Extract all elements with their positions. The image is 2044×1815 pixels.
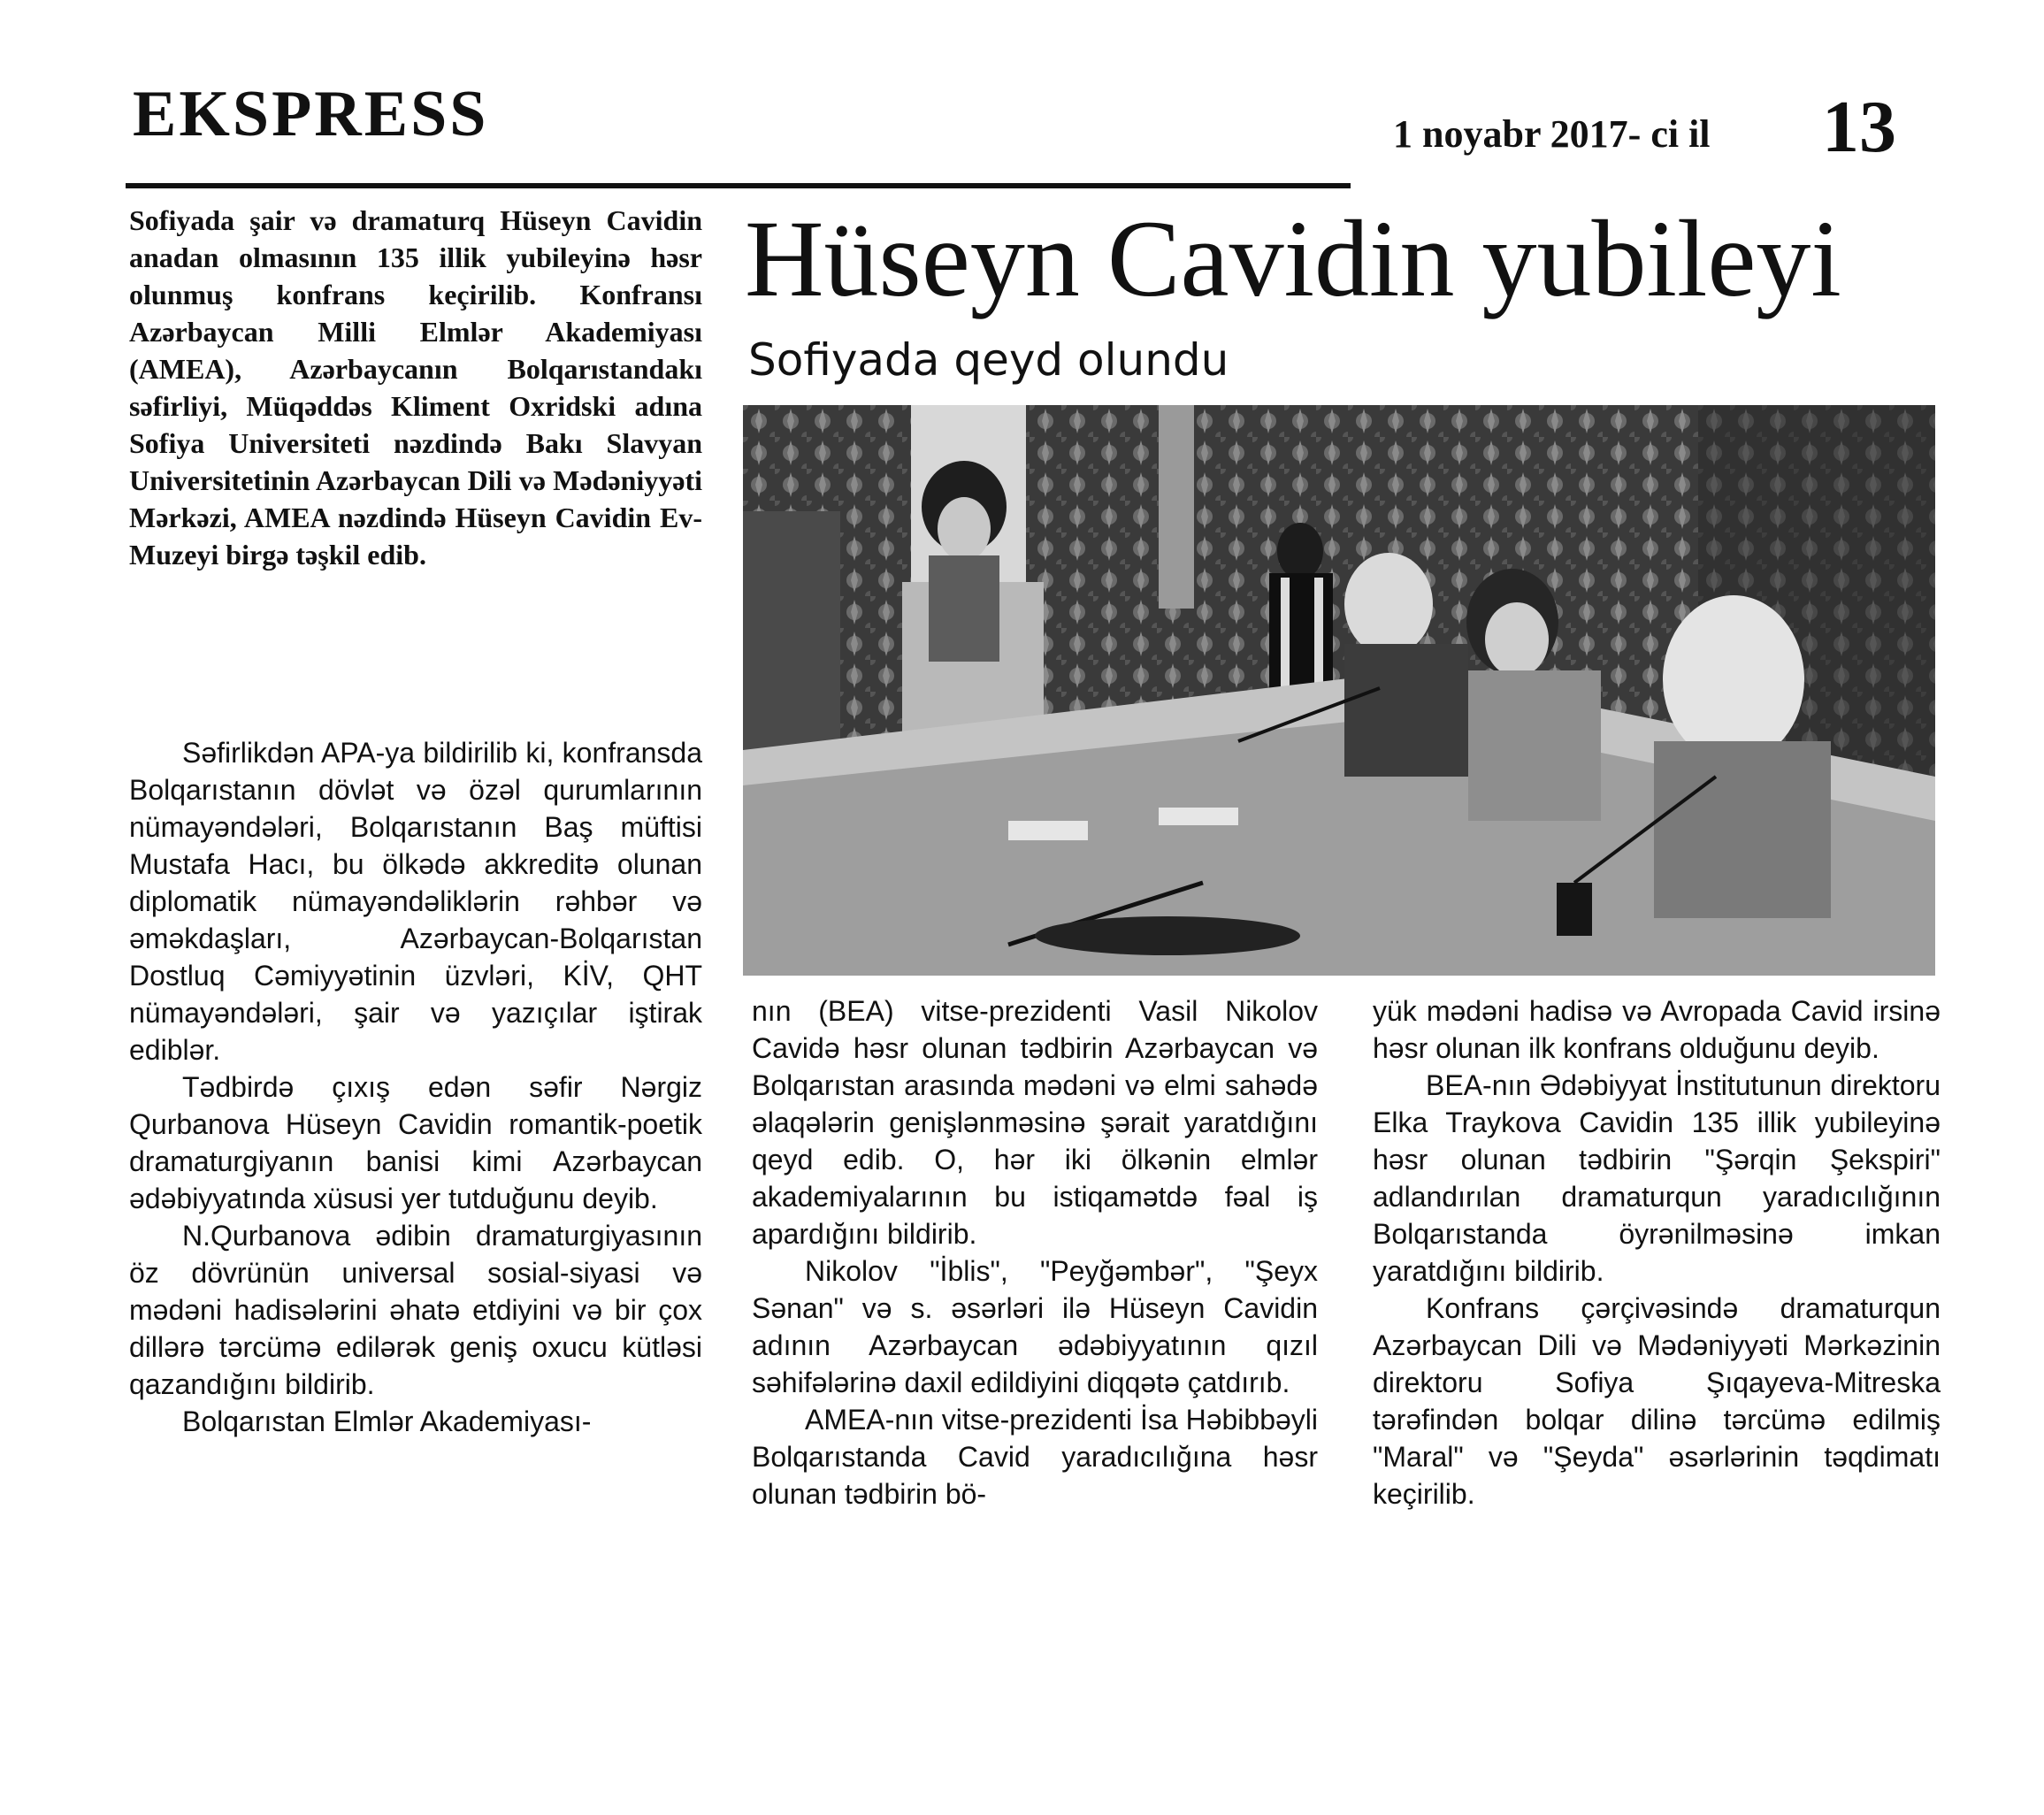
article-paragraph: Nikolov "İblis", "Peyğəmbər", "Şeyx Sənan" və s. əsərləri ilə Hüseyn Cavidin adının Azərbaycan ədəbiyyatının qızıl səhifələrinə daxil edildiyini diqqətə çatdırıb. (752, 1255, 1318, 1398)
article-paragraph: N.Qurbanova ədibin dramaturgiyasının öz dövrünün universal sosial-siyasi və mədəni hadisələrini əhatə etdiyini və bir çox dillərə tərcümə edilərək geniş oxucu kütləsi qazandığını bildirib. (129, 1220, 702, 1400)
article-paragraph: Bolqarıstan Elmlər Akademiyası- (182, 1405, 592, 1437)
article-paragraph: Tədbirdə çıxış edən səfir Nərgiz Qurbanova Hüseyn Cavidin romantik-poetik dramaturgiyanın banisi kimi Azərbaycan ədəbiyyatında xüsusi yer tutduğunu deyib. (129, 1071, 702, 1214)
article-paragraph: yük mədəni hadisə və Avropada Cavid irsinə həsr olunan ilk konfrans olduğunu deyib. (1373, 995, 1941, 1064)
article-paragraph: Səfirlikdən APA-ya bildirilib ki, konfransda Bolqarıstanın dövlət və özəl qurumlarının nümayəndələri, Bolqarıstanın Baş müftisi Mustafa Hacı, bu ölkədə akkreditə olunan diplomatik nümayəndəliklərin rəhbər və əməkdaşları, Azərbaycan-Bolqarıstan Dostluq Cəmiyyətinin üzvləri, KİV, QHT nümayəndələri, şair və yazıçılar iştirak ediblər. (129, 737, 702, 1066)
article-column-1 (129, 734, 702, 1440)
article-subheadline: Sofiyada qeyd olundu (748, 334, 1229, 386)
article-column-2 (752, 992, 1318, 1512)
conference-photo (743, 405, 1935, 976)
article-headline: Hüseyn Cavidin yubileyi (745, 198, 1841, 319)
page-number: 13 (1822, 86, 1896, 168)
article-column-3 (1373, 992, 1941, 1512)
article-lead: Sofiyada şair və dramaturq Hüseyn Cavidin anadan olmasının 135 illik yubileyinə həsr olunmuş konfrans keçirilib. Konfransı Azərbaycan Milli Elmlər Akademiyası (AMEA), Azərbaycanın Bolqarıstandakı səfirliyi, Müqəddəs Kliment Oxridski adına Sofiya Universiteti nəzdində Bakı Slavyan Universitetinin Azərbaycan Dili və Mədəniyyəti Mərkəzi, AMEA nəzdində Hüseyn Cavidin Ev-Muzeyi birgə təşkil edib. (129, 204, 702, 571)
article-paragraph: Konfrans çərçivəsində dramaturqun Azərbaycan Dili və Mədəniyyəti Mərkəzinin direktoru Sofiya Şıqayeva-Mitreska tərəfindən bolqar dilinə tərcümə edilmiş "Maral" və "Şeyda" əsərlərinin təqdimatı keçirilib. (1373, 1292, 1941, 1510)
masthead: EKSPRESS (133, 78, 489, 150)
issue-date: 1 noyabr 2017- ci il (1393, 112, 1711, 156)
article-paragraph: nın (BEA) vitse-prezidenti Vasil Nikolov Cavidə həsr olunan tədbirin Azərbaycan və Bolqarıstan arasında mədəni və elmi sahədə əlaqələrin genişlənməsinə şərait yaratdığını qeyd edib. O, hər iki ölkənin elmlər akademiyalarının bu istiqamətdə fəal iş apardığını bildirib. (752, 995, 1318, 1250)
header-rule (126, 183, 1351, 188)
article-paragraph: AMEA-nın vitse-prezidenti İsa Həbibbəyli Bolqarıstanda Cavid yaradıcılığına həsr olunan tədbirin bö- (752, 1404, 1318, 1510)
article-paragraph: BEA-nın Ədəbiyyat İnstitutunun direktoru Elka Traykova Cavidin 135 illik yubileyinə həsr olunan tədbirin "Şərqin Şekspiri" adlandırılan dramaturqun yaradıcılığının Bolqarıstanda öyrənilməsinə imkan yaratdığını bildirib. (1373, 1069, 1941, 1287)
